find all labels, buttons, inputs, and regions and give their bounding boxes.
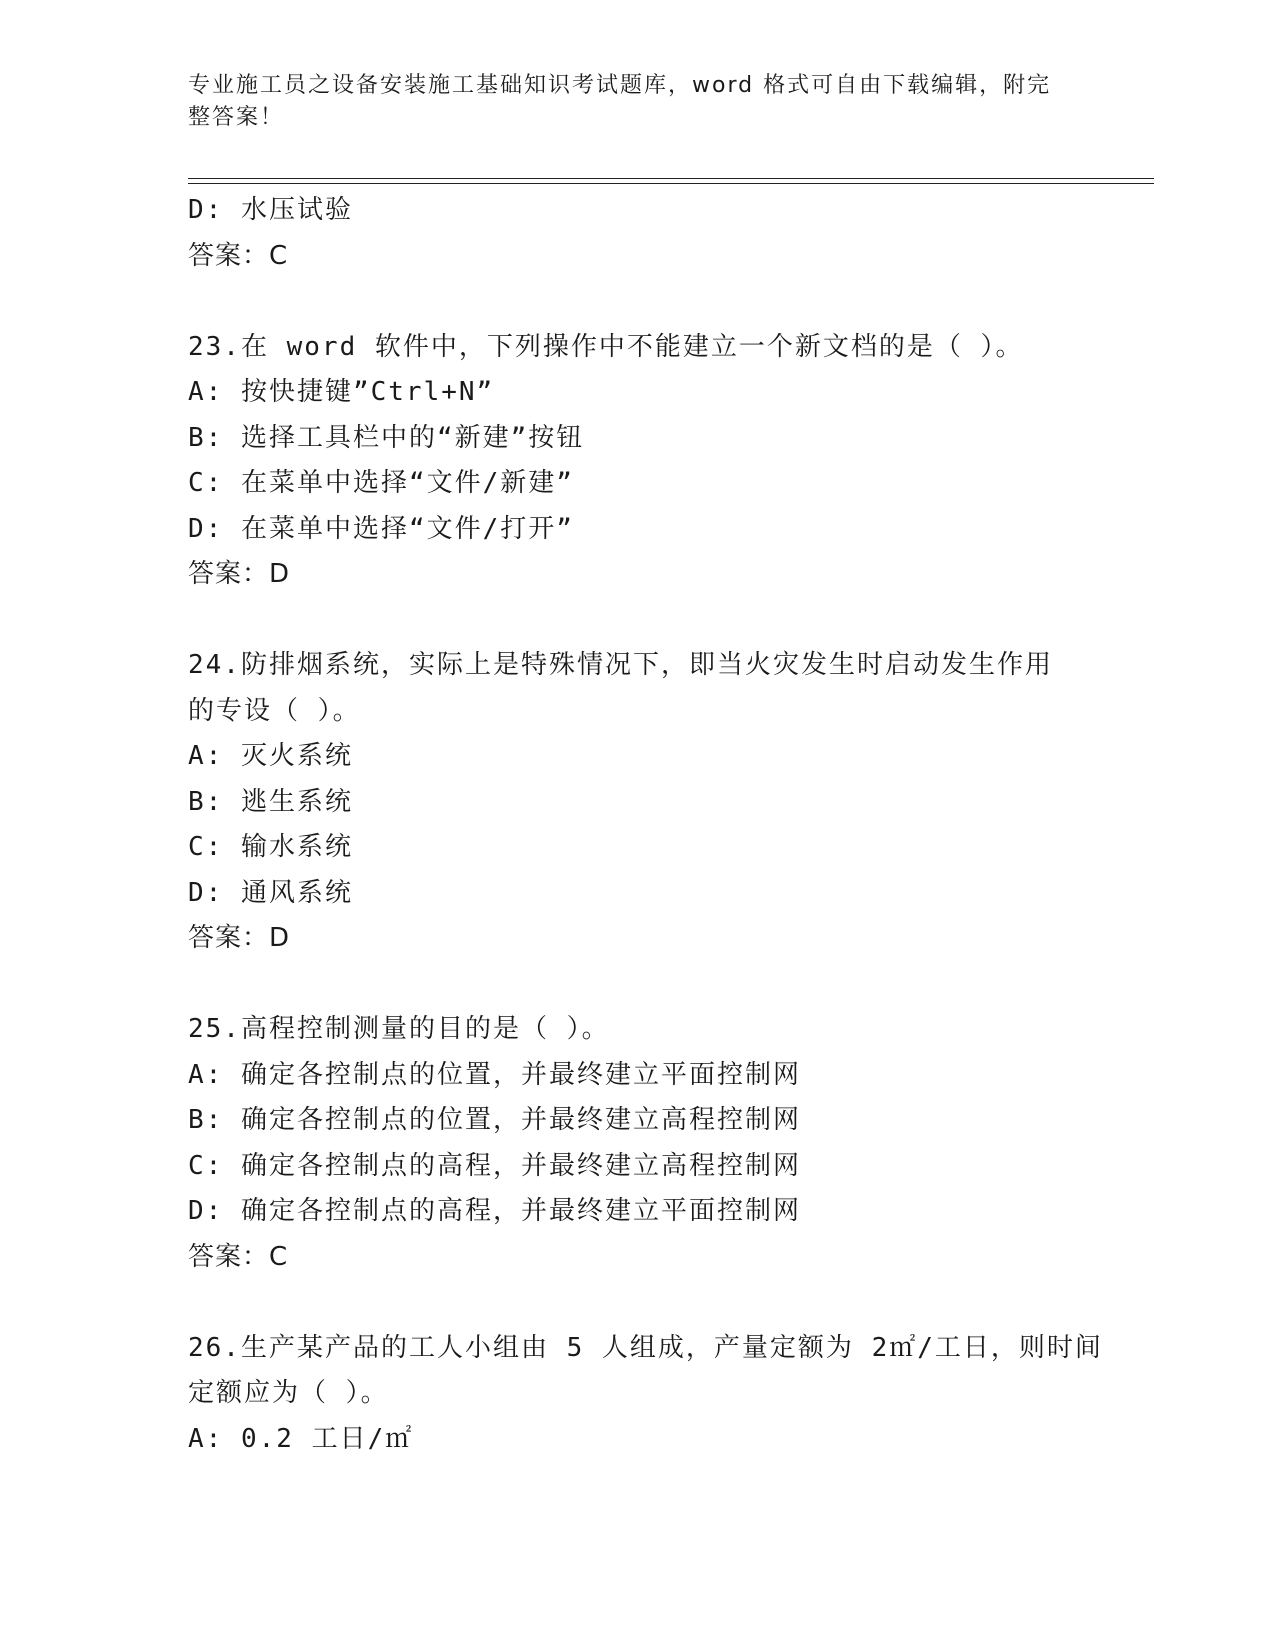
spacer (188, 279, 1148, 325)
option-line: D: 在菜单中选择“文件/打开” (188, 513, 574, 544)
answer-line: 答案：C (188, 240, 289, 271)
question-block (188, 1007, 1148, 1280)
question-stem: 25.高程控制测量的目的是（ ）。 (188, 1014, 610, 1044)
option-line: C: 输水系统 (188, 832, 353, 862)
option-line: D: 确定各控制点的高程，并最终建立平面控制网 (188, 1196, 801, 1226)
document-header (188, 70, 1068, 134)
spacer (188, 1280, 1148, 1326)
spacer (188, 962, 1148, 1008)
option-line: A: 灭火系统 (188, 741, 353, 771)
answer-line: 答案：C (188, 1241, 289, 1272)
option-line: A: 确定各控制点的位置，并最终建立平面控制网 (188, 1059, 801, 1090)
question-stem: 23.在 word 软件中，下列操作中不能建立一个新文档的是（ ）。 (188, 331, 1024, 362)
spacer (188, 598, 1148, 644)
document-body (188, 188, 1148, 1462)
question-block (188, 643, 1148, 962)
header-title: 专业施工员之设备安装施工基础知识考试题库，word 格式可自由下载编辑，附完整答案！ (188, 73, 1052, 130)
option-line: C: 在菜单中选择“文件/新建” (188, 468, 574, 498)
header-divider-bottom (188, 183, 1154, 184)
question-stem-continued: 的专设（ ）。 (188, 695, 361, 726)
answer-line: 答案：D (188, 559, 291, 589)
option-line: A: 按快捷键”Ctrl+N” (188, 377, 495, 407)
question-block (188, 325, 1148, 598)
question-stem: 24.防排烟系统，实际上是特殊情况下，即当火灾发生时启动发生作用 (188, 650, 1053, 680)
option-line: D: 通风系统 (188, 877, 353, 908)
header-divider-top (188, 178, 1154, 179)
option-line: B: 逃生系统 (188, 786, 353, 817)
question-block (188, 1326, 1148, 1463)
option-line: A: 0.2 工日/㎡ (188, 1423, 414, 1454)
option-line: C: 确定各控制点的高程，并最终建立高程控制网 (188, 1150, 801, 1181)
question-stem: 26.生产某产品的工人小组由 5 人组成，产量定额为 2㎡/工日，则时间 (188, 1332, 1103, 1363)
answer-line: 答案：D (188, 923, 291, 953)
question-stem-continued: 定额应为（ ）。 (188, 1378, 389, 1408)
option-line: D: 水压试验 (188, 195, 353, 225)
option-line: B: 确定各控制点的位置，并最终建立高程控制网 (188, 1105, 801, 1135)
option-line: B: 选择工具栏中的“新建”按钮 (188, 422, 585, 453)
